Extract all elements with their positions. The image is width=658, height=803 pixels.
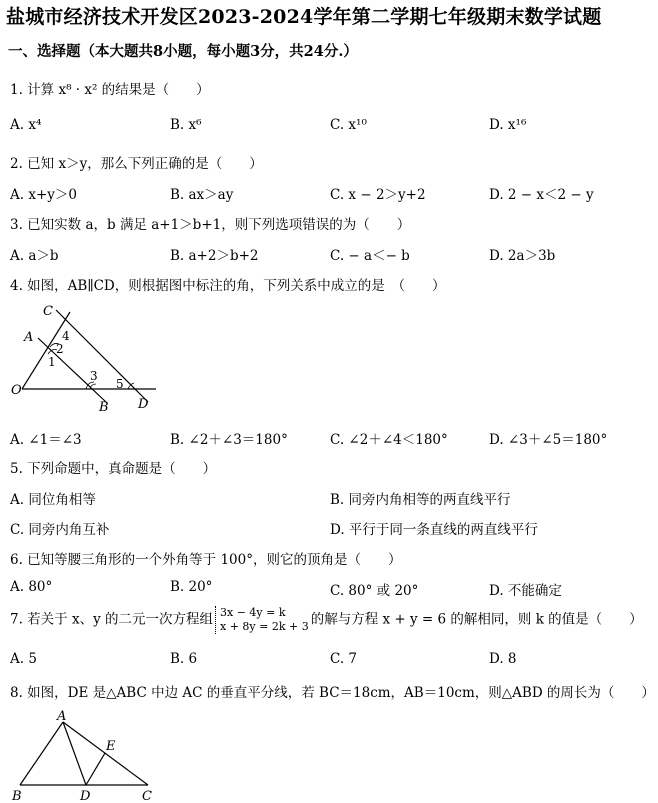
q4-option-c: C. ∠2＋∠4＜180° [330,432,448,448]
q7-equation-2: x + 8y = 2k + 3 [220,620,309,633]
figure-4-parallel-lines [8,298,168,420]
q4-option-a: A. ∠1＝∠3 [10,432,82,448]
q7-stem-post: 的解与方程 x + y = 6 的解相同，则 k 的值是（ ） [310,611,643,628]
fig8-label-d: D [80,789,91,803]
q2-option-a: A. x+y＞0 [10,187,77,203]
question-3-stem: 3. 已知实数 a，b 满足 a+1＞b+1，则下列选项错误的为（ ） [10,217,411,233]
q4-option-d: D. ∠3＋∠5＝180° [489,432,608,448]
q6-option-a: A. 80° [10,579,53,595]
q7-option-a: A. 5 [10,651,37,667]
fig4-angle-4: 4 [62,329,70,343]
fig8-label-e: E [106,739,116,754]
q7-stem-pre: 7. 若关于 x、y 的二元一次方程组 [10,611,213,628]
fig4-label-c: C [43,304,53,319]
question-5-stem: 5. 下列命题中，真命题是（ ） [10,461,217,477]
q3-option-d: D. 2a＞3b [489,248,556,264]
q2-option-d: D. 2 − x＜2 − y [489,187,594,203]
q1-option-b: B. x⁶ [170,117,202,133]
question-1-stem: 1. 计算 x⁸ · x² 的结果是（ ） [10,82,210,98]
q1-option-a: A. x⁴ [10,117,42,133]
fig4-label-o: O [11,383,22,398]
q6-option-b: B. 20° [170,579,213,595]
q7-equation-1: 3x − 4y = k [220,606,286,619]
q3-option-a: A. a＞b [10,248,59,264]
fig4-angle-1: 1 [48,355,56,369]
fig8-label-b: B [12,789,22,803]
q7-option-b: B. 6 [170,651,198,667]
fig4-label-d: D [138,397,149,412]
q5-option-c: C. 同旁内角互补 [10,522,110,538]
q5-option-d: D. 平行于同一条直线的两直线平行 [330,522,538,538]
fig4-angle-3: 3 [90,369,98,383]
q4-option-b: B. ∠2＋∠3＝180° [170,432,288,448]
question-2-stem: 2. 已知 x＞y，那么下列正确的是（ ） [10,156,263,172]
q3-option-b: B. a+2＞b+2 [170,248,259,264]
q1-option-d: D. x¹⁶ [489,117,527,133]
q5-option-a: A. 同位角相等 [10,492,96,508]
fig8-label-a: A [57,709,67,724]
fig4-angle-5: 5 [116,377,124,391]
q6-option-d: D. 不能确定 [489,583,562,599]
q5-option-b: B. 同旁内角相等的两直线平行 [330,492,511,508]
q7-equation-system [215,606,309,634]
q6-option-c: C. 80° 或 20° [330,583,419,599]
fig8-label-c: C [142,789,152,803]
q1-option-c: C. x¹⁰ [330,117,367,133]
q3-option-c: C. − a＜− b [330,248,410,264]
section-heading: 一、选择题（本大题共8小题，每小题3分，共24分.） [8,43,358,60]
fig4-label-a: A [24,330,34,345]
question-8-stem: 8. 如图，DE 是△ABC 中边 AC 的垂直平分线，若 BC＝18cm，AB＝10cm，则△ABD 的周长为（ ） [10,685,655,701]
fig4-angle-2: 2 [56,342,64,356]
exam-title: 盐城市经济技术开发区2023-2024学年第二学期七年级期末数学试题 [6,6,602,28]
question-4-stem: 4. 如图，AB∥CD，则根据图中标注的角，下列关系中成立的是 （ ） [10,278,446,294]
figure-8-triangle [8,706,168,803]
q2-option-c: C. x − 2＞y+2 [330,187,426,203]
q7-option-c: C. 7 [330,651,358,667]
question-7-stem [10,606,643,634]
fig4-label-b: B [99,400,109,415]
q7-option-d: D. 8 [489,651,517,667]
question-6-stem: 6. 已知等腰三角形的一个外角等于 100°，则它的顶角是（ ） [10,552,402,568]
q2-option-b: B. ax＞ay [170,187,234,203]
